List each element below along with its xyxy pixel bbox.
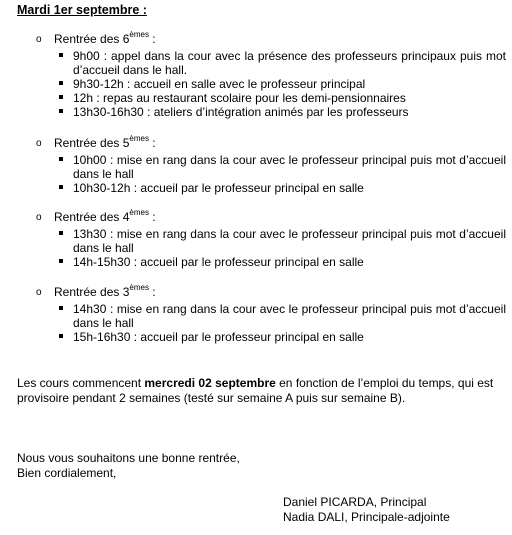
closing-line: Nous vous souhaitons une bonne rentrée,	[17, 451, 240, 465]
closing-line: Bien cordialement,	[17, 465, 117, 480]
list-item: 14h30 : mise en rang dans la cour avec le professeur principal puis mot d’accueil dans le hall	[36, 302, 506, 330]
signature-principal: Daniel PICARDA, Principal	[283, 495, 427, 509]
square-bullet-icon	[59, 306, 63, 310]
list-item: 9h30-12h : accueil en salle avec le professeur principal	[36, 77, 506, 91]
section-3emes	[36, 285, 506, 344]
section-4emes	[36, 210, 506, 269]
signature-adjointe: Nadia DALI, Principale-adjointe	[283, 509, 450, 524]
section-heading-sup: èmes	[129, 134, 149, 143]
section-heading: o Rentrée des 5èmes :	[36, 134, 156, 150]
square-bullet-icon	[59, 95, 63, 99]
section-heading-text: Rentrée des 6	[54, 32, 130, 46]
section-heading-sup: èmes	[129, 208, 149, 217]
square-bullet-icon	[59, 259, 63, 263]
list-item: 10h00 : mise en rang dans la cour avec le professeur principal puis mot d’accueil dans le hall	[36, 153, 506, 181]
section-heading-sup: èmes	[129, 30, 149, 39]
signature-block	[283, 495, 450, 524]
section-heading-text: Rentrée des 4	[54, 210, 130, 224]
section-heading-text: Rentrée des 3	[54, 285, 130, 299]
list-item: 15h-16h30 : accueil par le professeur principal en salle	[36, 330, 506, 344]
list-item: 14h-15h30 : accueil par le professeur principal en salle	[36, 255, 506, 269]
circle-bullet-icon: o	[36, 34, 42, 45]
square-bullet-icon	[59, 157, 63, 161]
circle-bullet-icon: o	[36, 138, 42, 149]
list-item: 13h30-16h30 : ateliers d’intégration animés par les professeurs	[36, 105, 506, 119]
square-bullet-icon	[59, 53, 63, 57]
section-heading: o Rentrée des 3èmes :	[36, 283, 156, 299]
square-bullet-icon	[59, 81, 63, 85]
square-bullet-icon	[59, 109, 63, 113]
courses-paragraph: Les cours commencent mercredi 02 septembre en fonction de l’emploi du temps, qui est provisoire pendant 2 semaines (testé sur semaine A puis sur semaine B).	[17, 376, 494, 405]
section-5emes	[36, 136, 506, 195]
list-item: 13h30 : mise en rang dans la cour avec le professeur principal puis mot d’accueil dans le hall	[36, 227, 506, 255]
list-item: 9h00 : appel dans la cour avec la présence des professeurs principaux puis mot d’accueil dans le hall.	[36, 49, 506, 77]
circle-bullet-icon: o	[36, 212, 42, 223]
list-item: 10h30-12h : accueil par le professeur principal en salle	[36, 181, 506, 195]
square-bullet-icon	[59, 185, 63, 189]
day-title: Mardi 1er septembre :	[17, 3, 147, 17]
square-bullet-icon	[59, 334, 63, 338]
section-heading-text: Rentrée des 5	[54, 136, 130, 150]
section-heading: o Rentrée des 4èmes :	[36, 208, 156, 224]
section-heading: o Rentrée des 6èmes :	[36, 30, 156, 46]
list-item: 12h : repas au restaurant scolaire pour les demi-pensionnaires	[36, 91, 506, 105]
section-6emes	[36, 32, 506, 119]
square-bullet-icon	[59, 231, 63, 235]
section-heading-sup: èmes	[129, 283, 149, 292]
closing-paragraph	[17, 451, 497, 480]
start-date: mercredi 02 septembre	[144, 376, 276, 390]
circle-bullet-icon: o	[36, 287, 42, 298]
